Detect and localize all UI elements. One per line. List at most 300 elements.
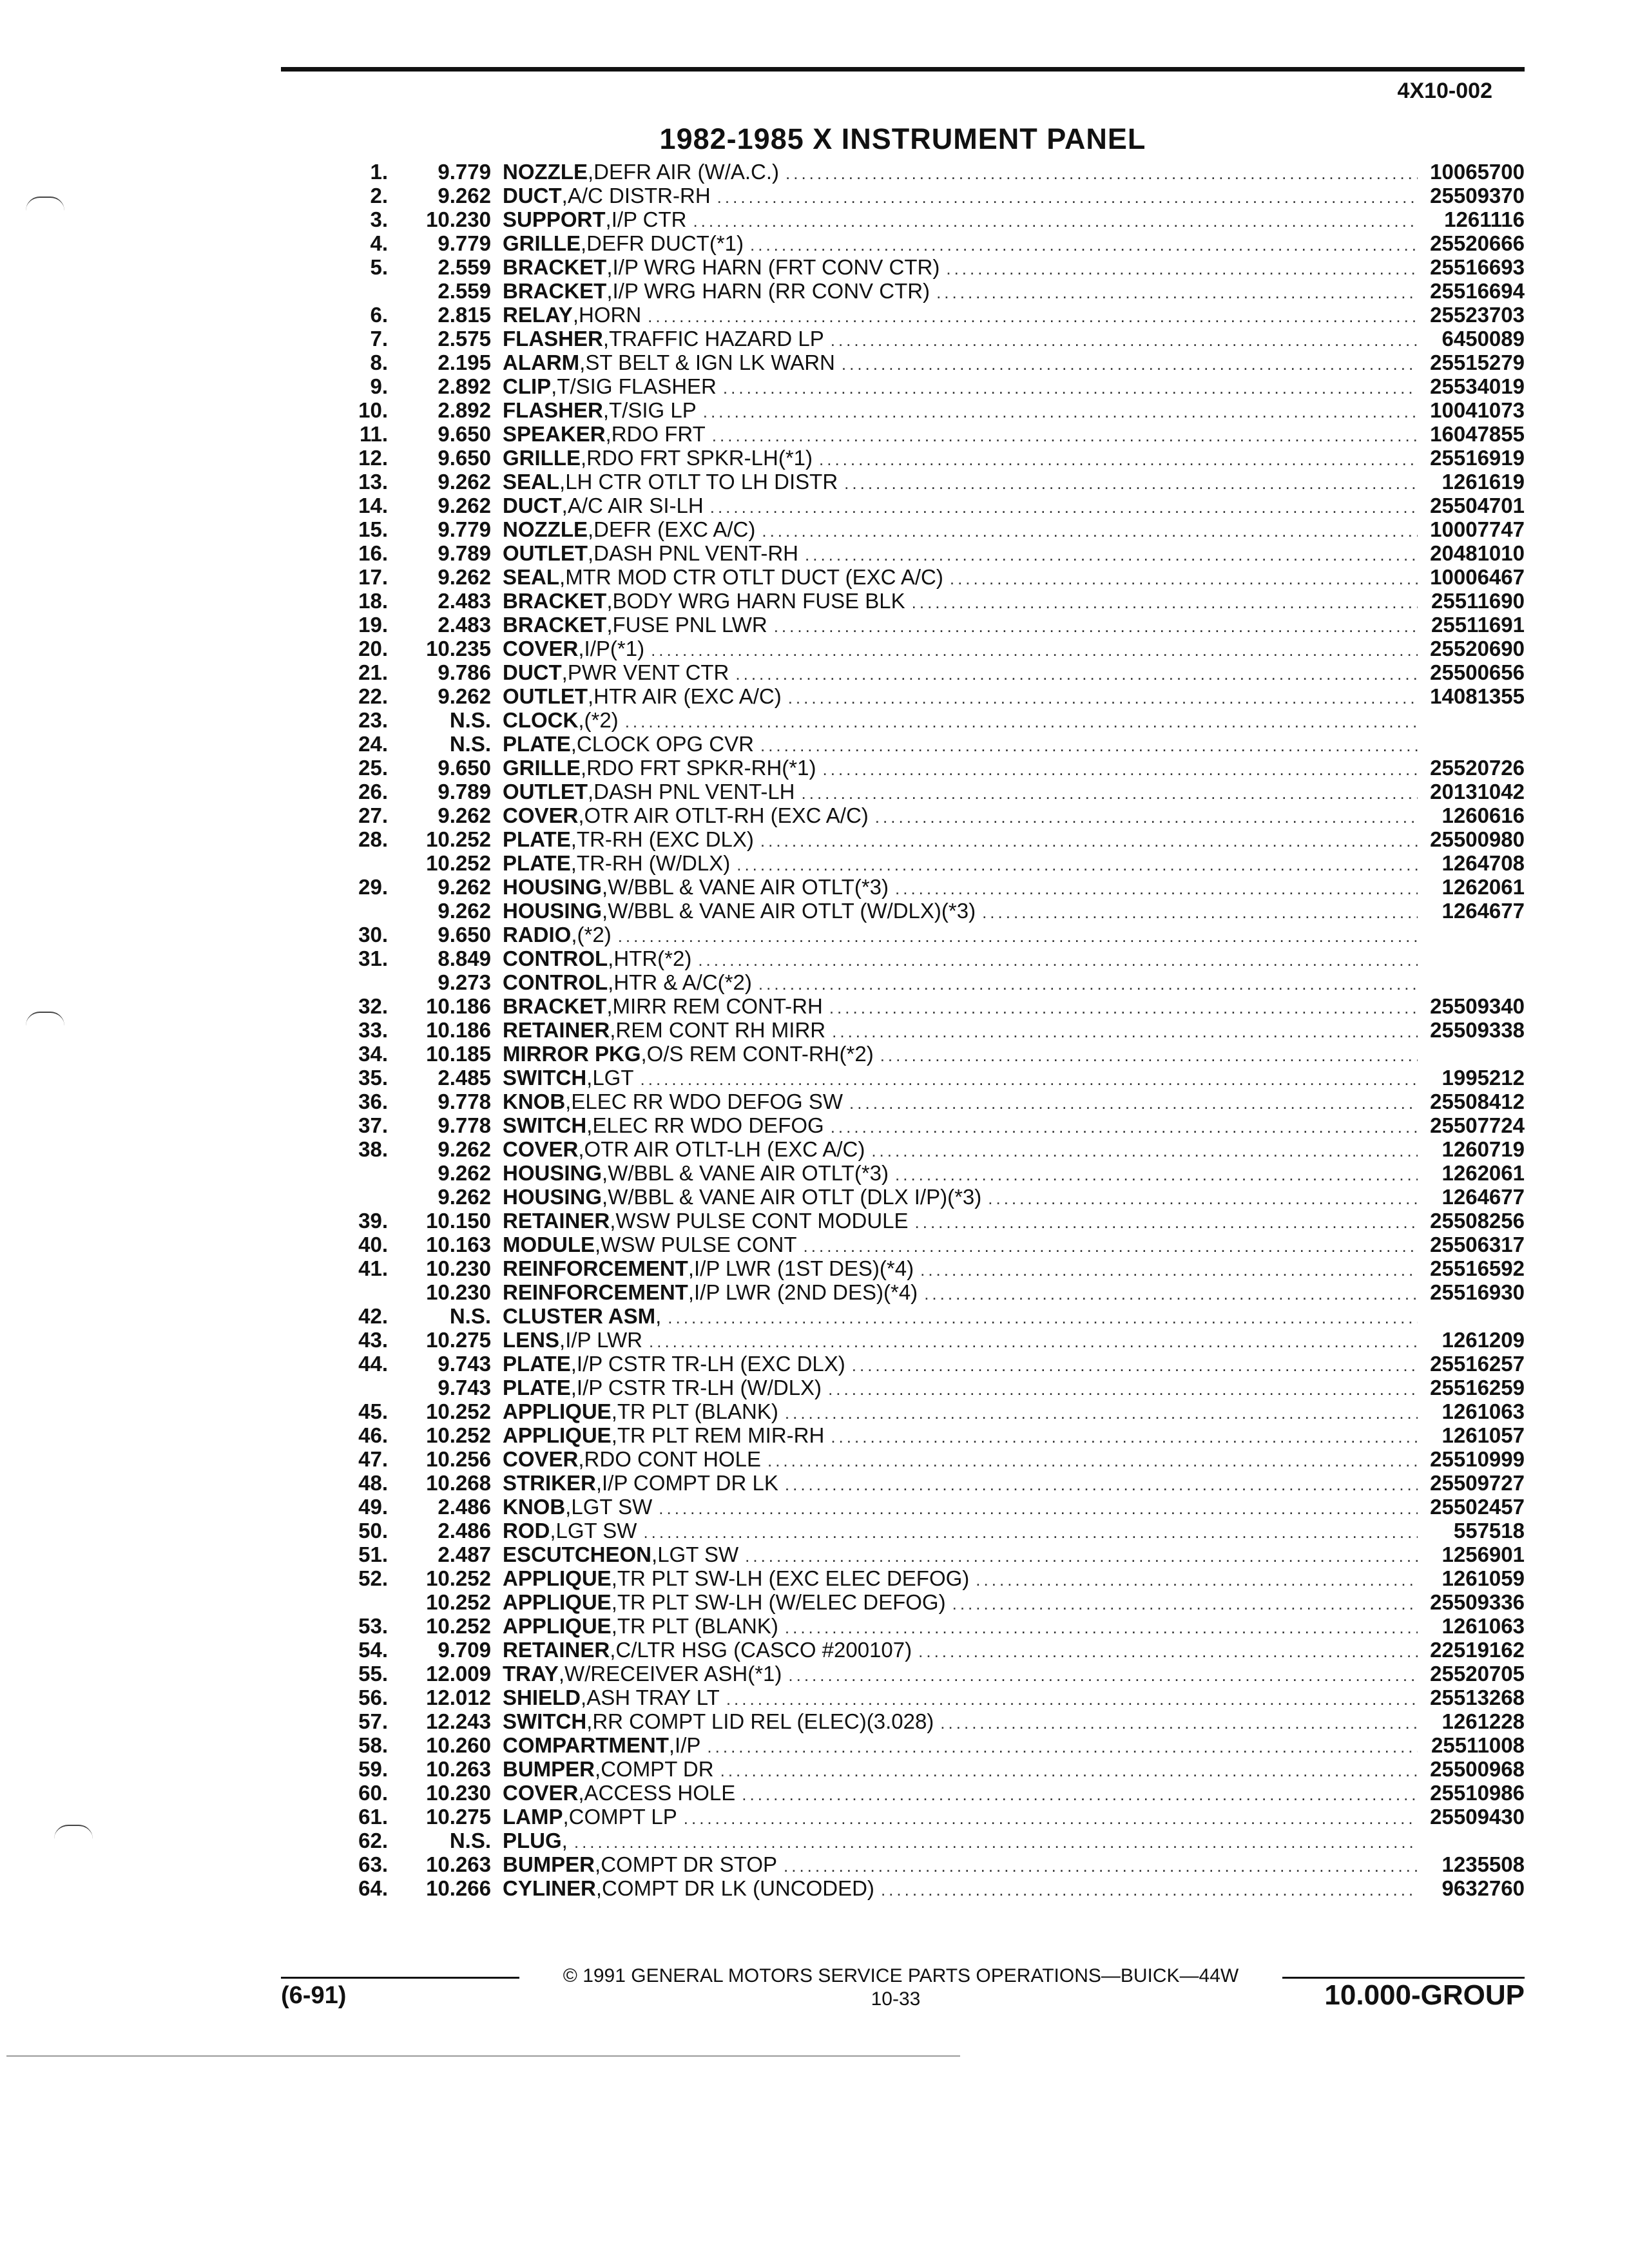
part-row bbox=[0, 1590, 1629, 1614]
description-separator: , bbox=[587, 517, 594, 541]
part-number: 20481010 bbox=[1430, 541, 1525, 565]
dot-leader bbox=[895, 1163, 1418, 1187]
dot-leader bbox=[819, 448, 1418, 472]
part-detail: TR PLT (BLANK) bbox=[617, 1614, 778, 1638]
part-name: HOUSING bbox=[503, 875, 602, 899]
item-number: 51. bbox=[358, 1542, 388, 1566]
scan-edge-line bbox=[6, 2055, 960, 2057]
part-row bbox=[0, 1495, 1629, 1519]
description-separator: , bbox=[561, 184, 568, 207]
group-number: 10.252 bbox=[426, 1590, 491, 1614]
group-number: 9.789 bbox=[438, 780, 491, 803]
description-separator: , bbox=[611, 1423, 617, 1447]
part-detail: TR-RH (EXC DLX) bbox=[576, 827, 754, 851]
dot-leader bbox=[774, 615, 1418, 639]
part-description bbox=[503, 756, 1418, 782]
item-number: 33. bbox=[358, 1018, 388, 1042]
description-separator: , bbox=[610, 1209, 616, 1233]
part-number: 557518 bbox=[1453, 1519, 1525, 1542]
group-number: 10.230 bbox=[426, 1256, 491, 1280]
part-number: 25510986 bbox=[1430, 1781, 1525, 1805]
dot-leader bbox=[574, 1831, 1418, 1854]
dot-leader bbox=[641, 1068, 1418, 1091]
part-row bbox=[0, 255, 1629, 279]
part-number: 1264677 bbox=[1441, 1185, 1525, 1209]
part-description bbox=[503, 589, 1418, 615]
part-row bbox=[0, 947, 1629, 970]
part-row bbox=[0, 1352, 1629, 1376]
part-name: LENS bbox=[503, 1328, 560, 1352]
dot-leader bbox=[950, 567, 1418, 591]
description-separator: , bbox=[586, 1066, 593, 1090]
part-number: 1261063 bbox=[1441, 1614, 1525, 1638]
part-detail: RDO FRT bbox=[611, 422, 706, 446]
part-row bbox=[0, 1829, 1629, 1852]
part-description bbox=[503, 875, 1418, 901]
item-number: 31. bbox=[358, 947, 388, 970]
dot-leader bbox=[982, 901, 1418, 925]
part-description bbox=[503, 827, 1418, 853]
part-number: 25500980 bbox=[1430, 827, 1525, 851]
part-number: 25509336 bbox=[1430, 1590, 1525, 1614]
item-number: 27. bbox=[358, 803, 388, 827]
group-number: 9.262 bbox=[438, 875, 491, 899]
part-name: GRILLE bbox=[503, 446, 581, 470]
part-description bbox=[503, 684, 1418, 710]
part-number: 25509338 bbox=[1430, 1018, 1525, 1042]
part-detail: HORN bbox=[579, 303, 642, 327]
part-number: 16047855 bbox=[1430, 422, 1525, 446]
dot-leader bbox=[707, 1735, 1418, 1759]
group-number: 12.009 bbox=[426, 1662, 491, 1686]
part-row bbox=[0, 279, 1629, 303]
description-separator: , bbox=[602, 875, 608, 899]
part-name: FLASHER bbox=[503, 327, 603, 351]
item-number: 9. bbox=[370, 374, 388, 398]
part-number: 25509370 bbox=[1430, 184, 1525, 207]
part-row bbox=[0, 1519, 1629, 1542]
part-row bbox=[0, 1709, 1629, 1733]
group-number: 8.849 bbox=[438, 947, 491, 970]
group-number: 2.559 bbox=[438, 255, 491, 279]
item-number: 40. bbox=[358, 1233, 388, 1256]
dot-leader bbox=[936, 281, 1418, 305]
part-row bbox=[0, 803, 1629, 827]
item-number: 48. bbox=[358, 1471, 388, 1495]
part-name: FLASHER bbox=[503, 398, 603, 422]
part-description bbox=[503, 470, 1418, 495]
part-description bbox=[503, 1328, 1418, 1354]
part-name: PLUG bbox=[503, 1829, 562, 1852]
item-number: 47. bbox=[358, 1447, 388, 1471]
part-row bbox=[0, 160, 1629, 184]
binder-hole-mark bbox=[26, 1012, 64, 1026]
part-detail: TR-RH (W/DLX) bbox=[576, 851, 731, 875]
part-row bbox=[0, 1566, 1629, 1590]
part-name: APPLIQUE bbox=[503, 1590, 612, 1614]
description-separator: , bbox=[570, 851, 577, 875]
dot-leader bbox=[918, 1640, 1418, 1664]
dot-leader bbox=[875, 805, 1418, 829]
part-detail: DEFR (EXC A/C) bbox=[593, 517, 756, 541]
part-name: DUCT bbox=[503, 494, 562, 517]
part-row bbox=[0, 1185, 1629, 1209]
description-separator: , bbox=[595, 1233, 601, 1256]
item-number: 20. bbox=[358, 637, 388, 660]
group-number: 9.650 bbox=[438, 446, 491, 470]
part-number: 1260616 bbox=[1441, 803, 1525, 827]
group-number: 9.709 bbox=[438, 1638, 491, 1662]
part-number: 25500656 bbox=[1430, 660, 1525, 684]
group-number: 2.483 bbox=[438, 613, 491, 637]
dot-leader bbox=[832, 1020, 1418, 1044]
part-number: 25516930 bbox=[1430, 1280, 1525, 1304]
part-name: COVER bbox=[503, 1137, 579, 1161]
part-detail: I/P CSTR TR-LH (W/DLX) bbox=[576, 1376, 822, 1399]
description-separator: , bbox=[651, 1542, 658, 1566]
description-separator: , bbox=[611, 1566, 617, 1590]
part-row bbox=[0, 446, 1629, 470]
part-number: 1262061 bbox=[1441, 1161, 1525, 1185]
item-number: 3. bbox=[370, 207, 388, 231]
part-description bbox=[503, 541, 1418, 567]
item-number: 5. bbox=[370, 255, 388, 279]
part-number: 1995212 bbox=[1441, 1066, 1525, 1090]
dot-leader bbox=[871, 1139, 1418, 1163]
group-number: 9.778 bbox=[438, 1090, 491, 1113]
part-description bbox=[503, 1137, 1418, 1163]
footer-rule-left bbox=[281, 1977, 519, 1979]
part-number: 1261209 bbox=[1441, 1328, 1525, 1352]
description-separator: , bbox=[561, 660, 568, 684]
dot-leader bbox=[684, 1807, 1418, 1831]
dot-leader bbox=[786, 162, 1418, 186]
part-detail: TRAFFIC HAZARD LP bbox=[609, 327, 824, 351]
description-separator: , bbox=[611, 1614, 617, 1638]
part-detail: RDO FRT SPKR-LH(*1) bbox=[586, 446, 813, 470]
part-row bbox=[0, 1304, 1629, 1328]
dot-leader bbox=[648, 305, 1418, 329]
part-row bbox=[0, 422, 1629, 446]
part-name: RETAINER bbox=[503, 1638, 610, 1662]
part-name: SWITCH bbox=[503, 1066, 587, 1090]
group-number: 10.230 bbox=[426, 207, 491, 231]
item-number: 35. bbox=[358, 1066, 388, 1090]
part-row bbox=[0, 1066, 1629, 1090]
part-row bbox=[0, 1614, 1629, 1638]
part-row bbox=[0, 1399, 1629, 1423]
item-number: 42. bbox=[358, 1304, 388, 1328]
description-separator: , bbox=[641, 1042, 647, 1066]
group-number: 10.185 bbox=[426, 1042, 491, 1066]
part-description bbox=[503, 1614, 1418, 1640]
part-number: 25513268 bbox=[1430, 1686, 1525, 1709]
part-description bbox=[503, 970, 1418, 996]
item-number: 61. bbox=[358, 1805, 388, 1829]
part-number: 25520705 bbox=[1430, 1662, 1525, 1686]
part-description bbox=[503, 1495, 1418, 1521]
binder-hole-mark bbox=[54, 1825, 93, 1839]
part-name: HOUSING bbox=[503, 1161, 602, 1185]
item-number: 29. bbox=[358, 875, 388, 899]
dot-leader bbox=[625, 710, 1418, 734]
description-separator: , bbox=[565, 1495, 572, 1519]
part-row bbox=[0, 374, 1629, 398]
part-name: OUTLET bbox=[503, 684, 588, 708]
part-row bbox=[0, 1471, 1629, 1495]
part-detail: CLOCK OPG CVR bbox=[576, 732, 754, 756]
part-row bbox=[0, 1280, 1629, 1304]
part-name: HOUSING bbox=[503, 899, 602, 923]
part-detail: I/P LWR (2ND DES)(*4) bbox=[694, 1280, 918, 1304]
part-name: NOZZLE bbox=[503, 517, 588, 541]
description-separator: , bbox=[606, 255, 613, 279]
dot-leader bbox=[618, 925, 1418, 948]
description-separator: , bbox=[595, 1876, 602, 1900]
part-row bbox=[0, 660, 1629, 684]
dot-leader bbox=[737, 853, 1418, 877]
part-description bbox=[503, 1376, 1418, 1401]
part-description bbox=[503, 1042, 1418, 1068]
group-number: 2.486 bbox=[438, 1495, 491, 1519]
group-number: 9.743 bbox=[438, 1352, 491, 1376]
part-name: SEAL bbox=[503, 470, 560, 494]
description-separator: , bbox=[606, 589, 613, 613]
part-description bbox=[503, 1709, 1418, 1735]
description-separator: , bbox=[551, 374, 557, 398]
part-number: 1261057 bbox=[1441, 1423, 1525, 1447]
description-separator: , bbox=[668, 1733, 675, 1757]
dot-leader bbox=[829, 996, 1418, 1020]
part-description bbox=[503, 1733, 1418, 1759]
part-name: ROD bbox=[503, 1519, 550, 1542]
binder-hole-mark bbox=[26, 197, 64, 211]
part-description bbox=[503, 1399, 1418, 1425]
dot-leader bbox=[651, 639, 1418, 662]
dot-leader bbox=[988, 1187, 1418, 1211]
part-row bbox=[0, 1209, 1629, 1233]
description-separator: , bbox=[561, 1829, 568, 1852]
dot-leader bbox=[946, 257, 1418, 281]
part-row bbox=[0, 1042, 1629, 1066]
part-row bbox=[0, 851, 1629, 875]
description-separator: , bbox=[578, 637, 584, 660]
dot-leader bbox=[723, 376, 1418, 400]
part-detail: I/P WRG HARN (FRT CONV CTR) bbox=[612, 255, 940, 279]
part-name: APPLIQUE bbox=[503, 1399, 612, 1423]
part-number: 10006467 bbox=[1430, 565, 1525, 589]
part-number: 25520726 bbox=[1430, 756, 1525, 780]
part-name: COVER bbox=[503, 1447, 579, 1471]
group-number: 9.786 bbox=[438, 660, 491, 684]
item-number: 59. bbox=[358, 1757, 388, 1781]
part-detail: MTR MOD CTR OTLT DUCT (EXC A/C) bbox=[565, 565, 943, 589]
dot-leader bbox=[844, 472, 1418, 495]
part-description bbox=[503, 446, 1418, 472]
group-number: N.S. bbox=[449, 1304, 491, 1328]
description-separator: , bbox=[586, 1709, 593, 1733]
part-name: PLATE bbox=[503, 851, 571, 875]
dot-leader bbox=[831, 1425, 1418, 1449]
group-number: 12.012 bbox=[426, 1686, 491, 1709]
part-row bbox=[0, 875, 1629, 899]
part-row bbox=[0, 613, 1629, 637]
part-number: 1261228 bbox=[1441, 1709, 1525, 1733]
dot-leader bbox=[881, 1878, 1418, 1902]
item-number: 52. bbox=[358, 1566, 388, 1590]
group-number: 10.260 bbox=[426, 1733, 491, 1757]
description-separator: , bbox=[587, 780, 594, 803]
dot-leader bbox=[785, 1401, 1418, 1425]
description-separator: , bbox=[570, 1352, 577, 1376]
group-number: 9.262 bbox=[438, 470, 491, 494]
part-name: COVER bbox=[503, 637, 579, 660]
dot-leader bbox=[852, 1354, 1418, 1378]
dot-leader bbox=[735, 662, 1418, 686]
group-number: 9.779 bbox=[438, 160, 491, 184]
group-number: 2.815 bbox=[438, 303, 491, 327]
part-description bbox=[503, 1757, 1418, 1783]
group-number: 2.892 bbox=[438, 398, 491, 422]
dot-leader bbox=[726, 1687, 1418, 1711]
group-number: 2.483 bbox=[438, 589, 491, 613]
part-name: OUTLET bbox=[503, 541, 588, 565]
page-code: 4X10-002 bbox=[1397, 79, 1492, 103]
part-description bbox=[503, 1304, 1418, 1330]
description-separator: , bbox=[570, 1376, 577, 1399]
item-number: 50. bbox=[358, 1519, 388, 1542]
description-separator: , bbox=[655, 1304, 662, 1328]
part-row bbox=[0, 184, 1629, 207]
part-name: PLATE bbox=[503, 1376, 571, 1399]
part-description bbox=[503, 947, 1418, 972]
part-row bbox=[0, 1638, 1629, 1662]
part-description bbox=[503, 303, 1418, 329]
part-name: OUTLET bbox=[503, 780, 588, 803]
part-row bbox=[0, 1542, 1629, 1566]
part-number: 25508256 bbox=[1430, 1209, 1525, 1233]
item-number: 16. bbox=[358, 541, 388, 565]
part-detail: LGT SW bbox=[571, 1495, 653, 1519]
description-separator: , bbox=[602, 1161, 608, 1185]
part-name: PLATE bbox=[503, 827, 571, 851]
part-name: BRACKET bbox=[503, 994, 607, 1018]
part-description bbox=[503, 231, 1418, 257]
part-detail: COMPT DR LK (UNCODED) bbox=[602, 1876, 874, 1900]
item-number: 39. bbox=[358, 1209, 388, 1233]
group-number: 12.243 bbox=[426, 1709, 491, 1733]
group-number: 9.262 bbox=[438, 494, 491, 517]
dot-leader bbox=[920, 1258, 1418, 1282]
description-separator: , bbox=[572, 303, 579, 327]
dot-leader bbox=[762, 519, 1418, 543]
part-name: KNOB bbox=[503, 1495, 566, 1519]
group-number: 9.273 bbox=[438, 970, 491, 994]
dot-leader bbox=[643, 1521, 1418, 1544]
group-number: 10.235 bbox=[426, 637, 491, 660]
part-row bbox=[0, 589, 1629, 613]
description-separator: , bbox=[570, 827, 577, 851]
group-number: 10.252 bbox=[426, 1423, 491, 1447]
dot-leader bbox=[880, 1044, 1418, 1068]
group-number: 10.275 bbox=[426, 1805, 491, 1829]
part-row bbox=[0, 970, 1629, 994]
part-detail: TR PLT SW-LH (W/ELEC DEFOG) bbox=[617, 1590, 946, 1614]
group-number: 10.263 bbox=[426, 1757, 491, 1781]
description-separator: , bbox=[602, 398, 610, 422]
part-row bbox=[0, 1876, 1629, 1900]
part-detail: LGT SW bbox=[657, 1542, 739, 1566]
dot-leader bbox=[710, 495, 1418, 519]
part-detail: DEFR AIR (W/A.C.) bbox=[593, 160, 779, 184]
part-description bbox=[503, 1805, 1418, 1831]
part-number: 14081355 bbox=[1430, 684, 1525, 708]
part-row bbox=[0, 732, 1629, 756]
part-row bbox=[0, 1137, 1629, 1161]
part-number: 25508412 bbox=[1430, 1090, 1525, 1113]
part-name: NOZZLE bbox=[503, 160, 588, 184]
part-name: DUCT bbox=[503, 184, 562, 207]
dot-leader bbox=[785, 1473, 1418, 1497]
dot-leader bbox=[745, 1544, 1418, 1568]
part-number: 25520690 bbox=[1430, 637, 1525, 660]
item-number: 4. bbox=[370, 231, 388, 255]
part-description bbox=[503, 398, 1418, 424]
description-separator: , bbox=[561, 494, 568, 517]
part-detail: ACCESS HOLE bbox=[584, 1781, 736, 1805]
dot-leader bbox=[915, 1211, 1418, 1235]
part-description bbox=[503, 1447, 1418, 1473]
part-row bbox=[0, 351, 1629, 374]
item-number: 37. bbox=[358, 1113, 388, 1137]
part-detail: REM CONT RH MIRR bbox=[615, 1018, 826, 1042]
part-name: KNOB bbox=[503, 1090, 566, 1113]
group-number: 9.650 bbox=[438, 923, 491, 947]
part-description bbox=[503, 1233, 1418, 1258]
part-detail: TR PLT (BLANK) bbox=[617, 1399, 778, 1423]
part-row bbox=[0, 303, 1629, 327]
group-number: 9.262 bbox=[438, 1137, 491, 1161]
description-separator: , bbox=[610, 1018, 616, 1042]
dot-leader bbox=[849, 1091, 1418, 1115]
part-name: TRAY bbox=[503, 1662, 559, 1686]
part-number: 6450089 bbox=[1441, 327, 1525, 351]
description-separator: , bbox=[586, 1113, 593, 1137]
part-name: BRACKET bbox=[503, 589, 607, 613]
item-number: 30. bbox=[358, 923, 388, 947]
description-separator: , bbox=[558, 1662, 564, 1686]
item-number: 12. bbox=[358, 446, 388, 470]
group-number: N.S. bbox=[449, 732, 491, 756]
part-name: CLUSTER ASM bbox=[503, 1304, 656, 1328]
page-title: 1982-1985 X INSTRUMENT PANEL bbox=[659, 122, 1146, 155]
part-description bbox=[503, 1781, 1418, 1807]
group-number: 9.650 bbox=[438, 422, 491, 446]
part-description bbox=[503, 1566, 1418, 1592]
part-name: GRILLE bbox=[503, 231, 581, 255]
group-number: 10.186 bbox=[426, 1018, 491, 1042]
group-number: 9.743 bbox=[438, 1376, 491, 1399]
dot-leader bbox=[788, 1664, 1418, 1687]
group-number: 10.266 bbox=[426, 1876, 491, 1900]
description-separator: , bbox=[550, 1519, 556, 1542]
group-number: 10.252 bbox=[426, 1614, 491, 1638]
dot-leader bbox=[924, 1282, 1418, 1306]
part-description bbox=[503, 851, 1418, 877]
part-name: STRIKER bbox=[503, 1471, 596, 1495]
part-name: REINFORCEMENT bbox=[503, 1256, 688, 1280]
description-separator: , bbox=[581, 231, 587, 255]
